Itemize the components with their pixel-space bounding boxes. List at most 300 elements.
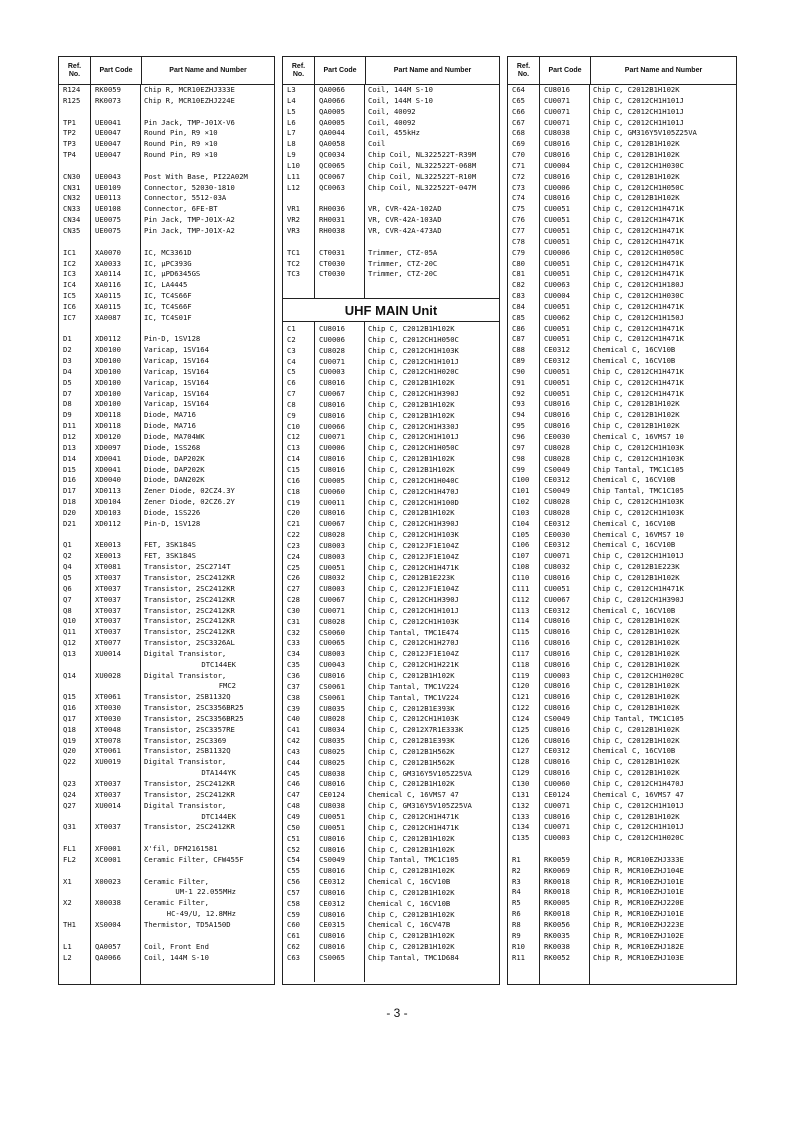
part-name bbox=[364, 324, 499, 335]
part-name bbox=[589, 475, 736, 486]
part-code-header: Part Code bbox=[91, 57, 142, 84]
part-name bbox=[364, 660, 499, 671]
part-code: XA0070 bbox=[95, 247, 121, 257]
part-code: CU8016 bbox=[319, 410, 345, 420]
part-code: CU0071 bbox=[544, 551, 570, 561]
part-name bbox=[589, 183, 736, 194]
part-name-line: Connector, 5512-03A bbox=[144, 193, 227, 203]
part-name bbox=[589, 334, 736, 345]
part-code: CE0312 bbox=[319, 877, 345, 887]
part-code: CE0312 bbox=[544, 345, 570, 355]
part-name-line: IC, TC4S66F bbox=[144, 291, 192, 301]
part-row bbox=[508, 215, 736, 226]
ref-no: L5 bbox=[287, 106, 296, 116]
part-code: CU8016 bbox=[544, 648, 570, 658]
part-row bbox=[283, 519, 499, 530]
part-row bbox=[283, 714, 499, 725]
part-row bbox=[283, 96, 499, 107]
ref-no: C64 bbox=[512, 85, 525, 94]
part-name bbox=[364, 411, 499, 422]
ref-no: Q2 bbox=[63, 551, 72, 561]
part-code: CU0006 bbox=[544, 182, 570, 192]
part-row bbox=[59, 692, 274, 703]
ref-no: C112 bbox=[512, 594, 530, 604]
part-name-line: IC, TC4S66F bbox=[144, 301, 192, 311]
part-code: XA0087 bbox=[95, 312, 121, 322]
part-name bbox=[140, 855, 274, 866]
part-name bbox=[140, 692, 274, 703]
part-name bbox=[364, 118, 499, 129]
part-code: RK0052 bbox=[544, 952, 570, 962]
part-row bbox=[59, 595, 274, 606]
ref-no: C23 bbox=[287, 540, 300, 550]
part-row bbox=[283, 638, 499, 649]
part-name bbox=[589, 616, 736, 627]
part-name-line: X'fil, DFM2161581 bbox=[144, 844, 218, 854]
part-name-line: Diode, DAP202K bbox=[144, 464, 205, 474]
ref-no: IC3 bbox=[63, 269, 76, 279]
part-code: CU0051 bbox=[544, 215, 570, 225]
part-name-line: Chemical C, 16VMS7 47 bbox=[368, 790, 459, 800]
part-name bbox=[140, 573, 274, 584]
part-name-line: Chip C, C2012B1H102K bbox=[593, 572, 680, 582]
part-code: QA0066 bbox=[319, 95, 345, 105]
part-code: CU8038 bbox=[319, 801, 345, 811]
part-row bbox=[508, 291, 736, 302]
part-row bbox=[283, 498, 499, 509]
part-name-line: Transistor, 2SC2412KR bbox=[144, 789, 235, 799]
part-name bbox=[140, 399, 274, 410]
ref-no: C91 bbox=[512, 377, 525, 387]
part-name bbox=[589, 107, 736, 118]
part-name-line: DTA144YK bbox=[201, 768, 236, 778]
part-name-line: Chip C, C2012CH1H471K bbox=[593, 377, 684, 387]
part-row bbox=[59, 367, 274, 378]
part-name-line: Chip C, C2012CH1H390J bbox=[593, 594, 684, 604]
part-row bbox=[508, 822, 736, 833]
part-name-line: Chip C, C2012B1H102K bbox=[593, 768, 680, 778]
part-name bbox=[364, 107, 499, 118]
part-name-line: Chemical C, 16VMS7 47 bbox=[593, 789, 684, 799]
part-name-line: Chip C, C2012CH1H040C bbox=[368, 475, 459, 485]
part-name-line: Chip C, C2012X7R1E333K bbox=[368, 725, 464, 735]
part-name-line: Varicap, 1SV164 bbox=[144, 377, 209, 387]
part-code: CU0006 bbox=[544, 247, 570, 257]
part-name bbox=[140, 638, 274, 649]
ref-no: Q10 bbox=[63, 616, 76, 626]
part-row bbox=[59, 822, 274, 833]
table-header bbox=[283, 57, 499, 85]
part-row bbox=[508, 269, 736, 280]
part-row bbox=[283, 671, 499, 682]
part-code: X00023 bbox=[95, 876, 121, 886]
part-name-line: IC, TC4S01F bbox=[144, 312, 192, 322]
part-name bbox=[589, 269, 736, 280]
part-name bbox=[140, 725, 274, 736]
part-code: CU0006 bbox=[319, 334, 345, 344]
ref-no: Q1 bbox=[63, 540, 72, 550]
part-name-line: Chip C, C2012CH1H471K bbox=[593, 334, 684, 344]
part-name-line: Chip C, C2012JF1E104Z bbox=[368, 540, 459, 550]
part-name-line: Chemical C, 16CV10B bbox=[593, 605, 676, 615]
ref-no: C83 bbox=[512, 291, 525, 301]
part-row bbox=[283, 357, 499, 368]
part-name-line: Chip C, C2012CH1H101J bbox=[593, 117, 684, 127]
ref-no: C27 bbox=[287, 584, 300, 594]
part-name bbox=[589, 410, 736, 421]
part-code: CU8016 bbox=[319, 508, 345, 518]
part-name-line: Transistor, 2SC3357RE bbox=[144, 724, 235, 734]
ref-no: C121 bbox=[512, 692, 530, 702]
part-row bbox=[283, 584, 499, 595]
part-row bbox=[508, 183, 736, 194]
ref-no: R5 bbox=[512, 898, 521, 908]
part-name-line: Chip C, C2012B1H102K bbox=[593, 648, 680, 658]
part-name bbox=[140, 465, 274, 476]
part-code: CU8028 bbox=[319, 714, 345, 724]
part-name-line: Transistor, 2SC2412KR bbox=[144, 572, 235, 582]
part-code: UE0113 bbox=[95, 193, 121, 203]
part-name bbox=[589, 530, 736, 541]
group-spacer bbox=[59, 161, 274, 172]
part-name-line: Transistor, 2SC3326AL bbox=[144, 638, 235, 648]
part-code: CU8016 bbox=[319, 779, 345, 789]
part-name bbox=[589, 367, 736, 378]
part-code: CU8016 bbox=[544, 139, 570, 149]
part-name-line: Chip R, MCR10EZHJ101E bbox=[593, 887, 684, 897]
part-code: CU8035 bbox=[319, 736, 345, 746]
part-row bbox=[59, 334, 274, 345]
part-name-line: Chip C, C2012CH1H030C bbox=[593, 160, 684, 170]
part-name bbox=[364, 573, 499, 584]
part-name-line: Chip C, C2012CH1H103K bbox=[368, 530, 459, 540]
ref-no: R125 bbox=[63, 95, 81, 105]
part-code: QA0044 bbox=[319, 128, 345, 138]
part-name-line: Chip C, GM316Y5V105Z25VA bbox=[368, 768, 472, 778]
ref-no-header: Ref. No. bbox=[508, 57, 540, 84]
part-code: XT0037 bbox=[95, 822, 121, 832]
part-code: CS0061 bbox=[319, 681, 345, 691]
ref-no: C42 bbox=[287, 736, 300, 746]
part-code: UE0047 bbox=[95, 128, 121, 138]
ref-no: VR1 bbox=[287, 204, 300, 214]
part-name-line: Chip Tantal, TMC1D684 bbox=[368, 952, 459, 962]
part-code: QC0034 bbox=[319, 150, 345, 160]
ref-no: C103 bbox=[512, 507, 530, 517]
part-name-line: Chip C, C2012CH1H101J bbox=[368, 356, 459, 366]
part-name bbox=[140, 822, 274, 833]
part-code: XD0118 bbox=[95, 410, 121, 420]
part-name-line: Chemical C, 16VMS7 10 bbox=[593, 529, 684, 539]
ref-no: D3 bbox=[63, 356, 72, 366]
ref-no: C57 bbox=[287, 887, 300, 897]
part-name-line: Ceramic Filter, bbox=[144, 876, 209, 886]
part-code: XT0037 bbox=[95, 616, 121, 626]
ref-no: C132 bbox=[512, 800, 530, 810]
ref-no: L7 bbox=[287, 128, 296, 138]
ref-no: C49 bbox=[287, 811, 300, 821]
ref-no: C68 bbox=[512, 128, 525, 138]
part-name bbox=[140, 562, 274, 573]
part-name-line: Chip C, C2012B1H102K bbox=[368, 324, 455, 333]
part-name bbox=[589, 671, 736, 682]
ref-no: CN31 bbox=[63, 182, 81, 192]
part-code: CU8032 bbox=[319, 573, 345, 583]
part-row bbox=[283, 128, 499, 139]
ref-no: D4 bbox=[63, 366, 72, 376]
part-row bbox=[283, 172, 499, 183]
ref-no: C125 bbox=[512, 724, 530, 734]
part-name-line: Chip C, C2012CH1H101J bbox=[593, 106, 684, 116]
ref-no: D17 bbox=[63, 486, 76, 496]
part-name bbox=[589, 725, 736, 736]
part-row bbox=[508, 85, 736, 96]
part-code: CU8028 bbox=[544, 507, 570, 517]
part-row bbox=[59, 345, 274, 356]
part-row bbox=[283, 747, 499, 758]
part-name-line: Chip Tantal, TMC1V224 bbox=[368, 692, 459, 702]
ref-no: C129 bbox=[512, 768, 530, 778]
part-row bbox=[508, 595, 736, 606]
part-code: CE0312 bbox=[544, 746, 570, 756]
part-code: CU0004 bbox=[544, 291, 570, 301]
ref-no: C93 bbox=[512, 399, 525, 409]
ref-no: C38 bbox=[287, 692, 300, 702]
ref-no: C59 bbox=[287, 909, 300, 919]
part-name-line: Chip C, C2012CH1H103K bbox=[593, 497, 684, 507]
ref-no: C13 bbox=[287, 443, 300, 453]
part-name bbox=[364, 812, 499, 823]
table-header bbox=[59, 57, 274, 85]
part-name-line: Coil, 40092 bbox=[368, 106, 416, 116]
part-code: CU8028 bbox=[319, 616, 345, 626]
part-code: CE0030 bbox=[544, 432, 570, 441]
part-name-line: Transistor, 2SC2412KR bbox=[144, 594, 235, 604]
part-code-header: Part Code bbox=[315, 57, 366, 84]
part-row bbox=[508, 324, 736, 335]
part-row bbox=[508, 161, 736, 172]
ref-no: R3 bbox=[512, 876, 521, 886]
ref-no: C99 bbox=[512, 464, 525, 474]
part-name-line: Chip C, C2012CH1H103K bbox=[368, 345, 459, 355]
part-row bbox=[508, 454, 736, 465]
part-name bbox=[364, 758, 499, 769]
part-name-line: IC, μPD6345GS bbox=[144, 269, 201, 279]
ref-no: Q12 bbox=[63, 638, 76, 648]
part-name bbox=[364, 183, 499, 194]
part-code: CU8016 bbox=[319, 866, 345, 876]
parts-list bbox=[283, 322, 499, 964]
part-name-line: Chip C, C2012CH1H050C bbox=[593, 247, 684, 257]
part-code: XA0033 bbox=[95, 258, 121, 268]
ref-no: C55 bbox=[287, 866, 300, 876]
part-code: CU8016 bbox=[544, 659, 570, 669]
part-row bbox=[283, 259, 499, 270]
part-row bbox=[283, 660, 499, 671]
part-row bbox=[508, 714, 736, 725]
ref-no: C73 bbox=[512, 182, 525, 192]
part-row bbox=[283, 139, 499, 150]
part-row bbox=[508, 920, 736, 931]
part-code: CU8016 bbox=[319, 324, 345, 333]
part-name-line: Chip Coil, NL322522T-R10M bbox=[368, 171, 477, 181]
part-code: XA0115 bbox=[95, 291, 121, 301]
part-row bbox=[283, 411, 499, 422]
ref-no: C8 bbox=[287, 399, 296, 409]
ref-no: C96 bbox=[512, 432, 525, 441]
part-name bbox=[364, 779, 499, 790]
ref-no: C135 bbox=[512, 833, 530, 843]
part-name bbox=[589, 313, 736, 324]
part-name-line: Round Pin, R9 ×10 bbox=[144, 150, 218, 160]
part-name-line: Chip C, C2012CH1H471K bbox=[593, 269, 684, 279]
part-row bbox=[508, 931, 736, 942]
part-row bbox=[59, 291, 274, 302]
part-code: QA0058 bbox=[319, 139, 345, 149]
part-row bbox=[59, 779, 274, 790]
ref-no: C84 bbox=[512, 301, 525, 311]
part-name-line: Chip C, C2012CH1H101J bbox=[593, 551, 684, 561]
part-name-line: Chip Tantal, TMC1V224 bbox=[368, 681, 459, 691]
part-code: CU8016 bbox=[544, 421, 570, 431]
part-name bbox=[140, 269, 274, 280]
part-name-line: Transistor, 2SC2412KR bbox=[144, 583, 235, 593]
part-name-line: Pin-D, 1SV128 bbox=[144, 518, 201, 528]
part-name-line: Chip C, C2012CH1H471K bbox=[593, 388, 684, 398]
part-name-line: VR, CVR-42A-473AD bbox=[368, 225, 442, 235]
ref-no: C117 bbox=[512, 648, 530, 658]
part-name-line: UM-1 22.055MHz bbox=[175, 887, 236, 897]
part-name bbox=[140, 746, 274, 757]
part-row bbox=[508, 313, 736, 324]
part-name-line: Chip C, C2012B1H562K bbox=[368, 746, 455, 756]
ref-no: Q19 bbox=[63, 735, 76, 745]
part-name bbox=[364, 378, 499, 389]
part-row bbox=[508, 96, 736, 107]
ref-no: C78 bbox=[512, 236, 525, 246]
part-name bbox=[364, 888, 499, 899]
ref-no: R11 bbox=[512, 952, 525, 962]
part-name-line: Chip R, MCR10EZHJ224E bbox=[144, 95, 235, 105]
ref-no: C48 bbox=[287, 801, 300, 811]
part-name-line: Chip C, C2012B1H102K bbox=[593, 703, 680, 713]
part-name bbox=[364, 931, 499, 942]
part-name bbox=[589, 812, 736, 823]
part-row bbox=[508, 703, 736, 714]
part-code: RH0031 bbox=[319, 215, 345, 225]
part-name-line: Chip C, C2012CH1H101J bbox=[368, 605, 459, 615]
ref-no: C60 bbox=[287, 920, 300, 930]
part-name-line: Coil, 144M S-10 bbox=[368, 85, 433, 94]
part-row bbox=[508, 399, 736, 410]
part-name bbox=[140, 248, 274, 259]
ref-no: TP4 bbox=[63, 150, 76, 160]
part-name-line: Chemical C, 16VMS7 10 bbox=[593, 432, 684, 441]
part-name bbox=[140, 139, 274, 150]
part-name bbox=[589, 85, 736, 96]
part-name-line: Round Pin, R9 ×10 bbox=[144, 128, 218, 138]
part-name bbox=[589, 551, 736, 562]
part-row bbox=[59, 616, 274, 627]
part-name-line: Chip C, C2012B1E393K bbox=[368, 736, 455, 746]
part-row bbox=[283, 367, 499, 378]
part-code: XC0001 bbox=[95, 854, 121, 864]
part-row bbox=[59, 801, 274, 823]
part-row bbox=[283, 552, 499, 563]
part-name bbox=[364, 834, 499, 845]
ref-no: C118 bbox=[512, 659, 530, 669]
ref-no: C90 bbox=[512, 366, 525, 376]
part-name-line: Coil, 455kHz bbox=[368, 128, 420, 138]
part-row bbox=[283, 204, 499, 215]
group-spacer bbox=[508, 844, 736, 855]
part-row bbox=[508, 378, 736, 389]
ref-no: D15 bbox=[63, 464, 76, 474]
part-name bbox=[364, 704, 499, 715]
ref-no: C22 bbox=[287, 530, 300, 540]
part-name bbox=[589, 389, 736, 400]
part-code: XF0001 bbox=[95, 844, 121, 854]
part-name bbox=[589, 866, 736, 877]
part-row bbox=[508, 540, 736, 551]
part-name-line: Chip C, C2012CH1H390J bbox=[368, 595, 459, 605]
part-row bbox=[508, 410, 736, 421]
part-name-line: Digital Transistor, bbox=[144, 757, 227, 767]
ref-no: TP2 bbox=[63, 128, 76, 138]
part-row bbox=[59, 465, 274, 476]
part-row bbox=[508, 768, 736, 779]
part-name bbox=[589, 931, 736, 942]
part-code: CS0049 bbox=[319, 855, 345, 865]
part-name-line: Chip C, C2012CH1H103K bbox=[593, 442, 684, 452]
part-code: CU0006 bbox=[319, 443, 345, 453]
part-name-line: Transistor, 2SB1132Q bbox=[144, 692, 231, 702]
part-name-line: Trimmer, CTZ-20C bbox=[368, 258, 438, 268]
ref-no: R1 bbox=[512, 854, 521, 864]
part-name-line: Transistor, 2SC3369 bbox=[144, 735, 227, 745]
ref-no: C104 bbox=[512, 518, 530, 528]
ref-no: R8 bbox=[512, 919, 521, 929]
part-name bbox=[589, 204, 736, 215]
ref-no: C105 bbox=[512, 529, 530, 539]
part-row bbox=[283, 161, 499, 172]
part-name bbox=[364, 845, 499, 856]
part-code: CU0043 bbox=[319, 660, 345, 670]
ref-no: TC3 bbox=[287, 269, 300, 279]
part-row bbox=[508, 432, 736, 443]
part-name bbox=[589, 822, 736, 833]
part-row bbox=[508, 193, 736, 204]
part-code: CU0067 bbox=[319, 519, 345, 529]
part-row bbox=[59, 432, 274, 443]
part-name bbox=[364, 671, 499, 682]
part-name bbox=[364, 877, 499, 888]
part-row bbox=[59, 606, 274, 617]
part-name bbox=[140, 367, 274, 378]
part-row bbox=[508, 551, 736, 562]
part-code: CU0067 bbox=[319, 389, 345, 399]
part-code: CU8028 bbox=[544, 497, 570, 507]
group-spacer bbox=[59, 866, 274, 877]
part-code: RH0036 bbox=[319, 204, 345, 214]
part-name-line: Chip C, C2012CH1H050C bbox=[368, 443, 459, 453]
part-name bbox=[140, 215, 274, 226]
part-name bbox=[140, 519, 274, 530]
part-name-line: Varicap, 1SV164 bbox=[144, 345, 209, 355]
ref-no: R2 bbox=[512, 865, 521, 875]
ref-no: C88 bbox=[512, 345, 525, 355]
part-name bbox=[364, 465, 499, 476]
